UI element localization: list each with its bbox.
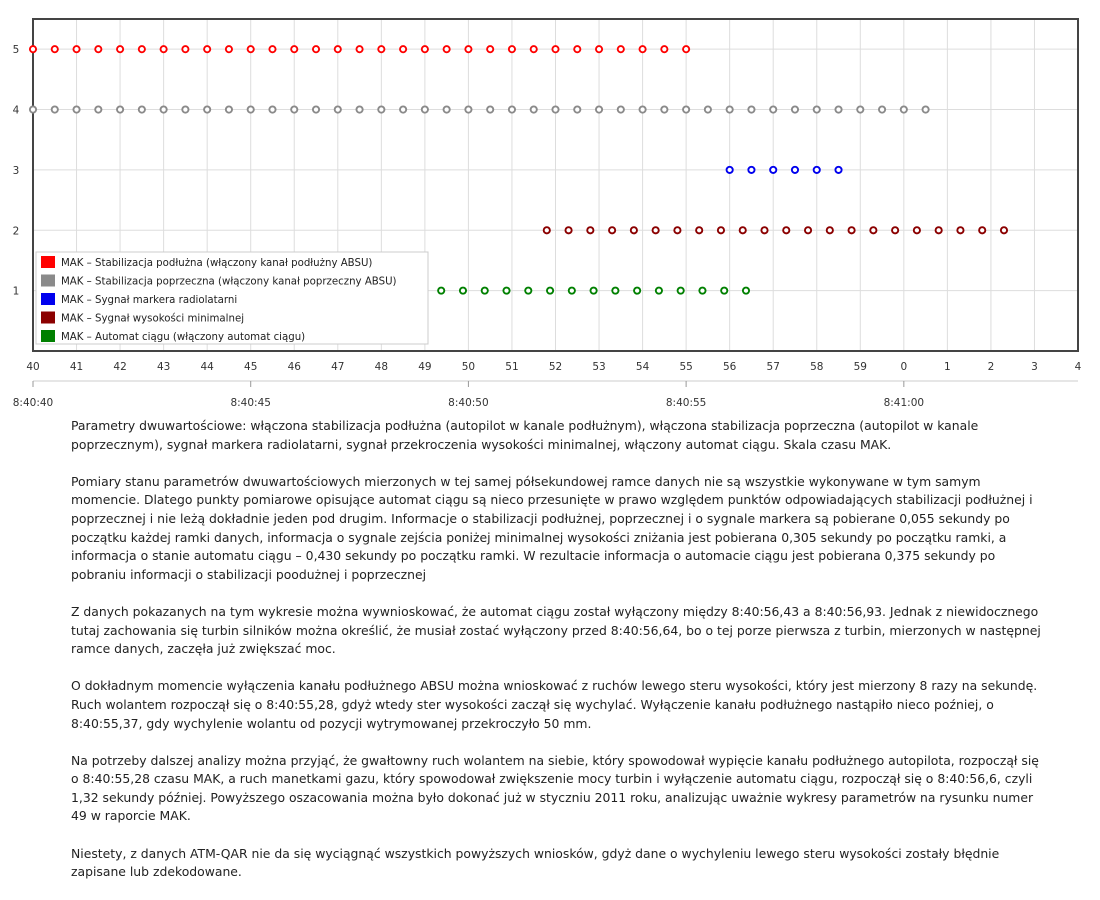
data-point bbox=[139, 46, 145, 52]
data-point bbox=[805, 227, 811, 233]
data-point bbox=[503, 288, 509, 294]
time-tick-label: 8:40:40 bbox=[12, 397, 54, 409]
y-tick-label: 3 bbox=[12, 164, 20, 177]
x-tick-label: 3 bbox=[1031, 361, 1038, 373]
data-point bbox=[979, 227, 985, 233]
legend-label: MAK – Sygnał markera radiolatarni bbox=[61, 295, 238, 306]
data-point bbox=[400, 106, 406, 112]
data-point bbox=[596, 46, 602, 52]
data-point bbox=[117, 106, 123, 112]
paragraph: Na potrzeby dalszej analizy można przyjąć, że gwałtowny ruch wolantem na siebie, który spowodował wypięcie kanału podłużnego autopilota, rozpoczął się o 8:40:55,28 czasu MAK, a ruch manetkami gazu, który spowodował zwiększenie mocy turbin i wyłączenie automatu ciągu, rozpoczął się o 8:40:56,6, czyli 1,32 sekundy później. Powyższego oszacowania można było dokonać już w styczniu 2011 roku, analizując uważnie wykresy parametrów na rysunku numer 49 w raporcie MAK. bbox=[71, 752, 1039, 824]
data-point bbox=[509, 46, 515, 52]
data-point bbox=[73, 46, 79, 52]
y-tick-label: 4 bbox=[12, 104, 20, 117]
data-point bbox=[460, 288, 466, 294]
data-point bbox=[335, 46, 341, 52]
y-tick-label: 1 bbox=[12, 285, 20, 298]
data-point bbox=[743, 288, 749, 294]
x-tick-label: 48 bbox=[374, 361, 389, 373]
data-point bbox=[748, 167, 754, 173]
data-point bbox=[683, 106, 689, 112]
data-point bbox=[705, 106, 711, 112]
data-point bbox=[835, 106, 841, 112]
x-tick-label: 44 bbox=[200, 361, 214, 373]
data-point bbox=[770, 106, 776, 112]
data-point bbox=[901, 106, 907, 112]
paragraph: O dokładnym momencie wyłączenia kanału podłużnego ABSU można wnioskować z ruchów lewego steru wysokości, który jest mierzony 8 razy na sekundę. Ruch wolantem rozpoczął się o 8:40:55,28, gdyż wtedy ster wysokości zaczął się wychylać. Wyłączenie kanału podłużnego nastąpiło nieco poźniej, o 8:40:55,37, gdy wychylenie wolantu od pozycji wytrymowanej przekroczyło 50 mm. bbox=[71, 678, 1038, 731]
data-point bbox=[727, 167, 733, 173]
legend-label: MAK – Stabilizacja poprzeczna (włączony kanał poprzeczny ABSU) bbox=[61, 276, 397, 288]
data-point bbox=[482, 288, 488, 294]
data-point bbox=[870, 227, 876, 233]
data-point bbox=[73, 106, 79, 112]
data-point bbox=[792, 106, 798, 112]
x-tick-label: 57 bbox=[766, 361, 780, 373]
data-point bbox=[683, 46, 689, 52]
data-point bbox=[422, 106, 428, 112]
data-point bbox=[727, 106, 733, 112]
x-axis bbox=[26, 361, 1081, 373]
data-point bbox=[30, 106, 36, 112]
data-point bbox=[487, 106, 493, 112]
data-point bbox=[696, 227, 702, 233]
legend-swatch bbox=[41, 256, 55, 268]
paragraph: Niestety, z danych ATM-QAR nie da się wyciągnąć wszystkich powyższych wniosków, gdyż dane o wychyleniu lewego steru wysokości zostały błędnie zapisane lub zdekodowane. bbox=[71, 845, 1000, 880]
data-point bbox=[531, 106, 537, 112]
data-point bbox=[596, 106, 602, 112]
data-point bbox=[814, 167, 820, 173]
data-point bbox=[182, 106, 188, 112]
x-tick-label: 45 bbox=[244, 361, 258, 373]
legend-swatch bbox=[41, 293, 55, 305]
time-tick-label: 8:41:00 bbox=[883, 397, 925, 409]
data-point bbox=[569, 288, 575, 294]
legend-swatch bbox=[41, 275, 55, 287]
time-tick-label: 8:40:45 bbox=[230, 397, 271, 409]
data-point bbox=[618, 106, 624, 112]
data-point bbox=[438, 288, 444, 294]
x-tick-label: 55 bbox=[679, 361, 693, 373]
data-point bbox=[400, 46, 406, 52]
x-tick-label: 2 bbox=[987, 361, 995, 373]
data-point bbox=[95, 106, 101, 112]
data-point bbox=[248, 106, 254, 112]
data-point bbox=[291, 106, 297, 112]
x-tick-label: 47 bbox=[331, 361, 345, 373]
x-tick-label: 4 bbox=[1074, 361, 1082, 373]
data-point bbox=[634, 288, 640, 294]
data-point bbox=[204, 106, 210, 112]
data-point bbox=[1001, 227, 1007, 233]
data-point bbox=[587, 227, 593, 233]
y-tick-label: 5 bbox=[12, 44, 20, 57]
data-point bbox=[422, 46, 428, 52]
data-point bbox=[609, 227, 615, 233]
y-axis bbox=[13, 44, 20, 297]
data-point bbox=[378, 106, 384, 112]
x-tick-label: 42 bbox=[113, 361, 127, 373]
x-tick-label: 0 bbox=[900, 361, 908, 373]
data-point bbox=[674, 227, 680, 233]
data-point bbox=[761, 227, 767, 233]
legend-swatch bbox=[41, 312, 55, 324]
data-point bbox=[52, 46, 58, 52]
data-point bbox=[552, 46, 558, 52]
data-point bbox=[139, 106, 145, 112]
x-tick-label: 53 bbox=[592, 361, 606, 373]
data-point bbox=[509, 106, 515, 112]
legend-swatch bbox=[41, 330, 55, 342]
data-point bbox=[525, 288, 531, 294]
x-tick-label: 40 bbox=[26, 361, 40, 373]
legend-label: MAK – Sygnał wysokości minimalnej bbox=[61, 313, 245, 325]
data-point bbox=[161, 46, 167, 52]
x-tick-label: 54 bbox=[635, 361, 650, 373]
data-point bbox=[661, 106, 667, 112]
data-point bbox=[678, 288, 684, 294]
x-tick-label: 52 bbox=[548, 361, 563, 373]
paragraph: Pomiary stanu parametrów dwuwartościowych mierzonych w tej samej półsekundowej ramce danych nie są wszystkie wykonywane w tym samym momencie. Dlatego punkty pomiarowe opisujące automat ciągu są nieco przesunięte w prawo względem punktów odpowiadających stabilizacji podłużnej i poprzecznej i nie leżą dokładnie jeden pod drugim. Informacje o stabilizacji podłużnej, poprzecznej i o sygnale markera są pobierane 0,055 sekundy po początku każdej ramki danych, informacja o sygnale zejścia poniżej minimalnej wysokości zniżania jest pobierana 0,305 sekundy po początku ramki, a informacja o stanie automatu ciągu – 0,430 sekundy po początku ramki. W rezultacie informacja o automacie ciągu jest pobierana 0,375 sekundy po pobraniu informacji o stabilizacji poodużnej i poprzecznej bbox=[71, 473, 1033, 582]
data-point bbox=[857, 106, 863, 112]
x-tick-label: 59 bbox=[853, 361, 867, 373]
x-tick-label: 50 bbox=[461, 361, 476, 373]
data-point bbox=[248, 46, 254, 52]
data-point bbox=[879, 106, 885, 112]
chart bbox=[0, 0, 1100, 410]
x-tick-label: 49 bbox=[418, 361, 432, 373]
data-point bbox=[721, 288, 727, 294]
data-point bbox=[226, 106, 232, 112]
data-point bbox=[544, 227, 550, 233]
data-point bbox=[226, 46, 232, 52]
data-point bbox=[335, 106, 341, 112]
data-point bbox=[740, 227, 746, 233]
data-point bbox=[356, 46, 362, 52]
data-point bbox=[161, 106, 167, 112]
data-point bbox=[95, 46, 101, 52]
legend-label: MAK – Stabilizacja podłużna (włączony kanał podłużny ABSU) bbox=[61, 258, 373, 269]
data-point bbox=[653, 227, 659, 233]
data-point bbox=[52, 106, 58, 112]
data-point bbox=[639, 106, 645, 112]
data-point bbox=[923, 106, 929, 112]
data-point bbox=[631, 227, 637, 233]
description-text bbox=[71, 417, 1046, 900]
paragraph: Parametry dwuwartościowe: włączona stabilizacja podłużna (autopilot w kanale podłużnym), włączona stabilizacja poprzeczna (autopilot w kanale poprzecznym), sygnał markera radiolatarni, sygnał przekroczenia wysokości minimalnej, włączony automat ciągu. Skala czasu MAK. bbox=[71, 418, 979, 452]
data-point bbox=[848, 227, 854, 233]
data-point bbox=[612, 288, 618, 294]
data-point bbox=[465, 46, 471, 52]
data-point bbox=[639, 46, 645, 52]
time-tick-label: 8:40:55 bbox=[665, 397, 707, 409]
y-tick-label: 2 bbox=[12, 225, 20, 238]
time-tick-label: 8:40:50 bbox=[448, 397, 489, 409]
data-point bbox=[892, 227, 898, 233]
data-point bbox=[552, 106, 558, 112]
x-tick-label: 51 bbox=[505, 361, 519, 373]
data-point bbox=[204, 46, 210, 52]
paragraph: Z danych pokazanych na tym wykresie można wywnioskować, że automat ciągu został wyłączony między 8:40:56,43 a 8:40:56,93. Jednak z niewidocznego tutaj zachowania się turbin silników można określić, że musiał zostać wyłączony przed 8:40:56,64, bo o tej porze pierwsza z turbin, mierzonych w następnej ramce danych, zaczęła już zwiększać moc. bbox=[71, 603, 1041, 657]
data-point bbox=[792, 167, 798, 173]
data-point bbox=[444, 46, 450, 52]
data-point bbox=[487, 46, 493, 52]
time-axis bbox=[13, 381, 1078, 409]
data-point bbox=[661, 46, 667, 52]
data-point bbox=[30, 46, 36, 52]
data-point bbox=[531, 46, 537, 52]
x-tick-label: 56 bbox=[722, 361, 737, 373]
data-point bbox=[574, 46, 580, 52]
data-point bbox=[574, 106, 580, 112]
data-point bbox=[748, 106, 754, 112]
x-tick-label: 46 bbox=[287, 361, 301, 373]
data-point bbox=[465, 106, 471, 112]
data-point bbox=[547, 288, 553, 294]
data-point bbox=[936, 227, 942, 233]
data-point bbox=[313, 46, 319, 52]
data-point bbox=[356, 106, 362, 112]
data-point bbox=[914, 227, 920, 233]
data-point bbox=[618, 46, 624, 52]
data-point bbox=[444, 106, 450, 112]
data-point bbox=[117, 46, 123, 52]
data-point bbox=[814, 106, 820, 112]
x-tick-label: 1 bbox=[944, 361, 951, 373]
data-point bbox=[827, 227, 833, 233]
data-point bbox=[269, 46, 275, 52]
data-point bbox=[835, 167, 841, 173]
data-point bbox=[269, 106, 275, 112]
data-point bbox=[770, 167, 776, 173]
data-point bbox=[590, 288, 596, 294]
legend bbox=[36, 252, 428, 344]
data-point bbox=[718, 227, 724, 233]
data-point bbox=[182, 46, 188, 52]
data-point bbox=[291, 46, 297, 52]
data-point bbox=[313, 106, 319, 112]
data-point bbox=[656, 288, 662, 294]
data-point bbox=[378, 46, 384, 52]
data-point bbox=[565, 227, 571, 233]
legend-label: MAK – Automat ciągu (włączony automat ciągu) bbox=[61, 332, 306, 343]
x-tick-label: 43 bbox=[156, 361, 171, 373]
data-point bbox=[783, 227, 789, 233]
data-point bbox=[699, 288, 705, 294]
data-point bbox=[957, 227, 963, 233]
x-tick-label: 41 bbox=[69, 361, 84, 373]
x-tick-label: 58 bbox=[810, 361, 824, 373]
